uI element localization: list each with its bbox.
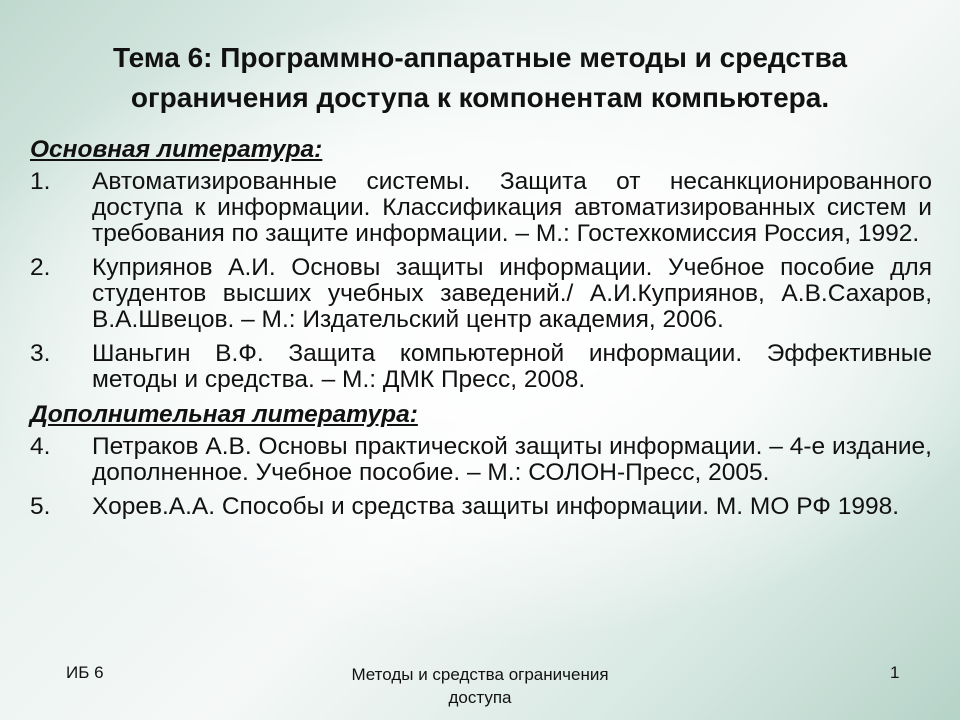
- page-number: 1: [890, 663, 900, 682]
- literature-item: [30, 494, 932, 520]
- item-text: Хорев.А.А. Способы и средства защиты информации. М. МО РФ 1998.: [92, 493, 900, 520]
- item-number: 1.: [30, 168, 51, 195]
- item-text: Петраков А.В. Основы практической защиты информации. – 4-е издание, дополненное. Учебное пособие. – М.: СОЛОН-Пресс, 2005.: [92, 433, 932, 486]
- footer-center-text: Методы и средства ограничения доступа: [351, 665, 609, 707]
- literature-item: [30, 169, 932, 247]
- literature-item: [30, 341, 932, 393]
- item-number: 2.: [30, 254, 51, 281]
- item-text: Шаньгин В.Ф. Защита компьютерной информации. Эффективные методы и средства. – М.: ДМК Пресс, 2008.: [92, 340, 932, 393]
- additional-literature-heading: Дополнительная литература:: [30, 401, 418, 428]
- item-text: Куприянов А.И. Основы защиты информации. Учебное пособие для студентов высших учебных заведений./ А.И.Куприянов, А.В.Сахаров, В.А.Швецов. – М.: Издательский центр академия, 2006.: [92, 254, 932, 333]
- item-text: Автоматизированные системы. Защита от несанкционированного доступа к информации. Классификация автоматизированных систем и требования по защите информации. – М.: Гостехкомиссия Россия, 1992.: [92, 168, 932, 247]
- slide-title: Тема 6: Программно-аппаратные методы и средства ограничения доступа к компонентам компьютера.: [112, 42, 848, 113]
- item-number: 4.: [30, 433, 51, 460]
- main-literature-heading: Основная литература:: [30, 136, 323, 163]
- item-number: 3.: [30, 340, 51, 367]
- literature-item: [30, 434, 932, 486]
- literature-item: [30, 255, 932, 333]
- slide-content: [30, 137, 932, 528]
- item-number: 5.: [30, 493, 51, 520]
- footer-left-text: ИБ 6: [66, 663, 104, 682]
